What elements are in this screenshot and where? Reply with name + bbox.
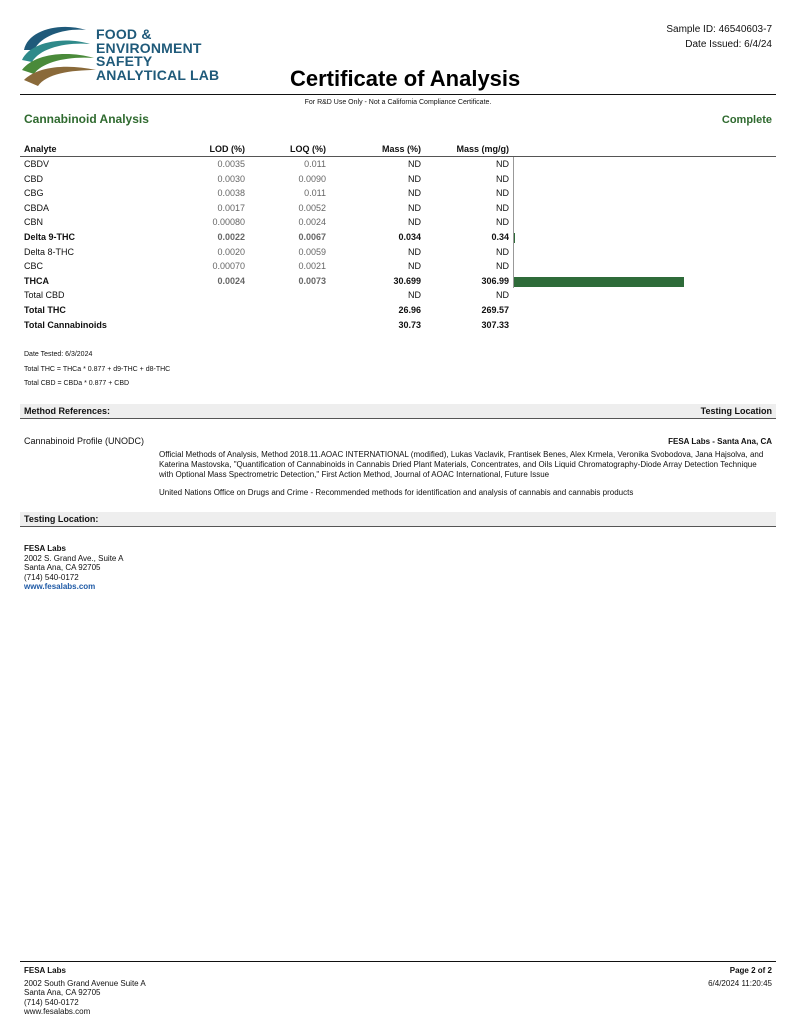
- lod-cell: 0.0022: [217, 231, 245, 242]
- analyte-cell: THCA: [24, 275, 49, 286]
- lab-address-block: [24, 544, 123, 592]
- lod-cell: 0.0020: [217, 246, 245, 257]
- column-header: Mass (%): [381, 144, 421, 154]
- logo-line: FOOD &: [96, 26, 152, 42]
- analyte-cell: Total THC: [24, 304, 66, 315]
- method-references-label: Method References:: [24, 406, 111, 416]
- mass-pct-cell: ND: [408, 173, 421, 184]
- testing-location-label: Testing Location: [700, 406, 772, 416]
- table-row: [20, 318, 776, 333]
- table-row: [20, 215, 776, 230]
- footer-divider: [20, 961, 776, 962]
- lod-cell: 0.0038: [217, 188, 245, 199]
- table-row: [20, 186, 776, 201]
- column-header: Analyte: [24, 144, 57, 154]
- table-header: [20, 143, 776, 157]
- logo-line: SAFETY: [96, 53, 153, 69]
- mass-pct-cell: 30.73: [398, 319, 421, 330]
- method-reference-unodc: United Nations Office on Drugs and Crime - Recommended methods for identification and analysis of cannabis and cannabis products: [159, 488, 634, 497]
- footer-phone: (714) 540-0172: [24, 997, 79, 1007]
- mass-pct-cell: ND: [408, 159, 421, 169]
- footer-address-line: 2002 South Grand Avenue Suite A: [24, 978, 146, 988]
- mass-pct-cell: ND: [408, 246, 421, 257]
- lab-phone: (714) 540-0172: [24, 572, 79, 582]
- table-body: [20, 157, 776, 332]
- analyte-cell: Delta 8-THC: [24, 246, 75, 257]
- mass-mg-cell: ND: [496, 173, 509, 184]
- loq-cell: 0.011: [304, 159, 326, 169]
- mass-bar: [514, 277, 684, 287]
- lod-cell: 0.00070: [212, 261, 245, 272]
- footer-address: [24, 966, 146, 1017]
- loq-cell: 0.0024: [298, 217, 326, 228]
- column-header: LOD (%): [209, 144, 245, 154]
- column-header: Mass (mg/g): [456, 144, 509, 154]
- lab-website-link[interactable]: www.fesalabs.com: [24, 582, 96, 591]
- mass-pct-cell: 30.699: [393, 275, 421, 286]
- section-title: Cannabinoid Analysis: [24, 112, 149, 126]
- sample-id: Sample ID: 46540603-7: [666, 24, 772, 35]
- logo-line: ANALYTICAL LAB: [96, 66, 220, 83]
- bar-axis: [513, 172, 514, 187]
- lab-name: FESA Labs: [24, 544, 66, 553]
- cannabinoid-table: [20, 143, 776, 332]
- lod-cell: 0.0030: [217, 173, 245, 184]
- mass-pct-cell: ND: [408, 217, 421, 228]
- mass-mg-cell: 0.34: [491, 231, 509, 242]
- loq-cell: 0.0073: [298, 275, 326, 286]
- table-row: [20, 274, 776, 289]
- method-references-header: [20, 404, 776, 419]
- testing-location-label: Testing Location:: [24, 514, 99, 524]
- analyte-cell: CBDA: [24, 202, 50, 213]
- footer-website: www.fesalabs.com: [24, 1007, 91, 1016]
- mass-mg-cell: ND: [496, 261, 509, 272]
- testing-location-header: [20, 512, 776, 527]
- mass-mg-cell: ND: [496, 159, 509, 169]
- mass-mg-cell: ND: [496, 202, 509, 213]
- mass-pct-cell: ND: [408, 188, 421, 199]
- mass-pct-cell: ND: [408, 290, 421, 301]
- column-header: LOQ (%): [290, 144, 326, 154]
- bar-axis: [513, 157, 514, 172]
- lab-address-line: Santa Ana, CA 92705: [24, 563, 101, 572]
- bar-axis: [513, 259, 514, 274]
- date-tested: Date Tested: 6/3/2024: [24, 351, 93, 358]
- mass-mg-cell: ND: [496, 246, 509, 257]
- mass-pct-cell: ND: [408, 202, 421, 213]
- logo-waves-icon: [20, 20, 100, 92]
- bar-axis: [513, 201, 514, 216]
- analyte-cell: CBN: [24, 217, 44, 228]
- lod-cell: 0.0035: [217, 159, 245, 169]
- method-name: Cannabinoid Profile (UNODC): [24, 436, 145, 446]
- analyte-cell: CBC: [24, 261, 44, 272]
- mass-mg-cell: 306.99: [481, 275, 509, 286]
- lod-cell: 0.0024: [217, 275, 245, 286]
- table-row: [20, 259, 776, 274]
- mass-mg-cell: 269.57: [481, 304, 509, 315]
- lod-cell: 0.00080: [212, 217, 245, 228]
- footer-address-line: Santa Ana, CA 92705: [24, 988, 101, 997]
- table-row: [20, 201, 776, 216]
- header-divider: [20, 94, 776, 95]
- mass-mg-cell: ND: [496, 290, 509, 301]
- table-row: [20, 157, 776, 172]
- analyte-cell: Total Cannabinoids: [24, 319, 107, 330]
- loq-cell: 0.0021: [298, 261, 326, 272]
- mass-mg-cell: ND: [496, 217, 509, 228]
- table-row: [20, 230, 776, 245]
- loq-cell: 0.0052: [298, 202, 326, 213]
- table-row: [20, 288, 776, 303]
- analyte-cell: CBDV: [24, 159, 50, 169]
- total-cbd-formula: Total CBD = CBDa * 0.877 + CBD: [24, 380, 130, 387]
- footer-lab-name: FESA Labs: [24, 966, 66, 975]
- mass-pct-cell: ND: [408, 261, 421, 272]
- loq-cell: 0.0067: [298, 231, 326, 242]
- status-badge: Complete: [721, 114, 772, 126]
- analyte-cell: Delta 9-THC: [24, 231, 76, 242]
- mass-pct-cell: 0.034: [398, 231, 421, 242]
- method-location: FESA Labs - Santa Ana, CA: [668, 437, 772, 446]
- bar-axis: [513, 245, 514, 260]
- logo-text: [96, 28, 219, 82]
- method-reference-aoac: Official Methods of Analysis, Method 2018.11.AOAC INTERNATIONAL (modified), Lukas Vaclavik, Frantisek Benes, Alex Krmela, Veronika Svobodova, Jana Hajsolva, and Katerina Mastovska, "Quantification of Cannabinoids in Cannabis Dried Plant Materials, Concentrates, and Oils Liquid Chromatography-Diode Array Detection Technique with Optional Mass Spectrometric Detection," First Action Method, Journal of AOAC International, Future Issue: [159, 450, 764, 479]
- bar-axis: [513, 186, 514, 201]
- table-row: [20, 303, 776, 318]
- loq-cell: 0.0059: [298, 246, 326, 257]
- date-issued: Date Issued: 6/4/24: [685, 39, 772, 50]
- total-thc-formula: Total THC = THCa * 0.877 + d9-THC + d8-THC: [24, 366, 171, 373]
- footer-timestamp: 6/4/2024 11:20:45: [708, 979, 772, 988]
- analyte-cell: CBG: [24, 188, 44, 199]
- mass-pct-cell: 26.96: [398, 304, 421, 315]
- loq-cell: 0.011: [304, 188, 326, 199]
- mass-bar: [514, 233, 515, 243]
- mass-mg-cell: 307.33: [481, 319, 509, 330]
- analyte-cell: CBD: [24, 173, 44, 184]
- page-number: Page 2 of 2: [729, 966, 772, 975]
- analyte-cell: Total CBD: [24, 290, 65, 301]
- mass-mg-cell: ND: [496, 188, 509, 199]
- page-title: Certificate of Analysis: [290, 66, 521, 91]
- lod-cell: 0.0017: [217, 202, 245, 213]
- rd-use-note: For R&D Use Only - Not a California Compliance Certificate.: [304, 99, 492, 106]
- loq-cell: 0.0090: [298, 173, 326, 184]
- table-row: [20, 172, 776, 187]
- logo-line: ENVIRONMENT: [96, 39, 202, 56]
- lab-address-line: 2002 S. Grand Ave., Suite A: [24, 553, 124, 563]
- bar-axis: [513, 215, 514, 230]
- table-row: [20, 245, 776, 260]
